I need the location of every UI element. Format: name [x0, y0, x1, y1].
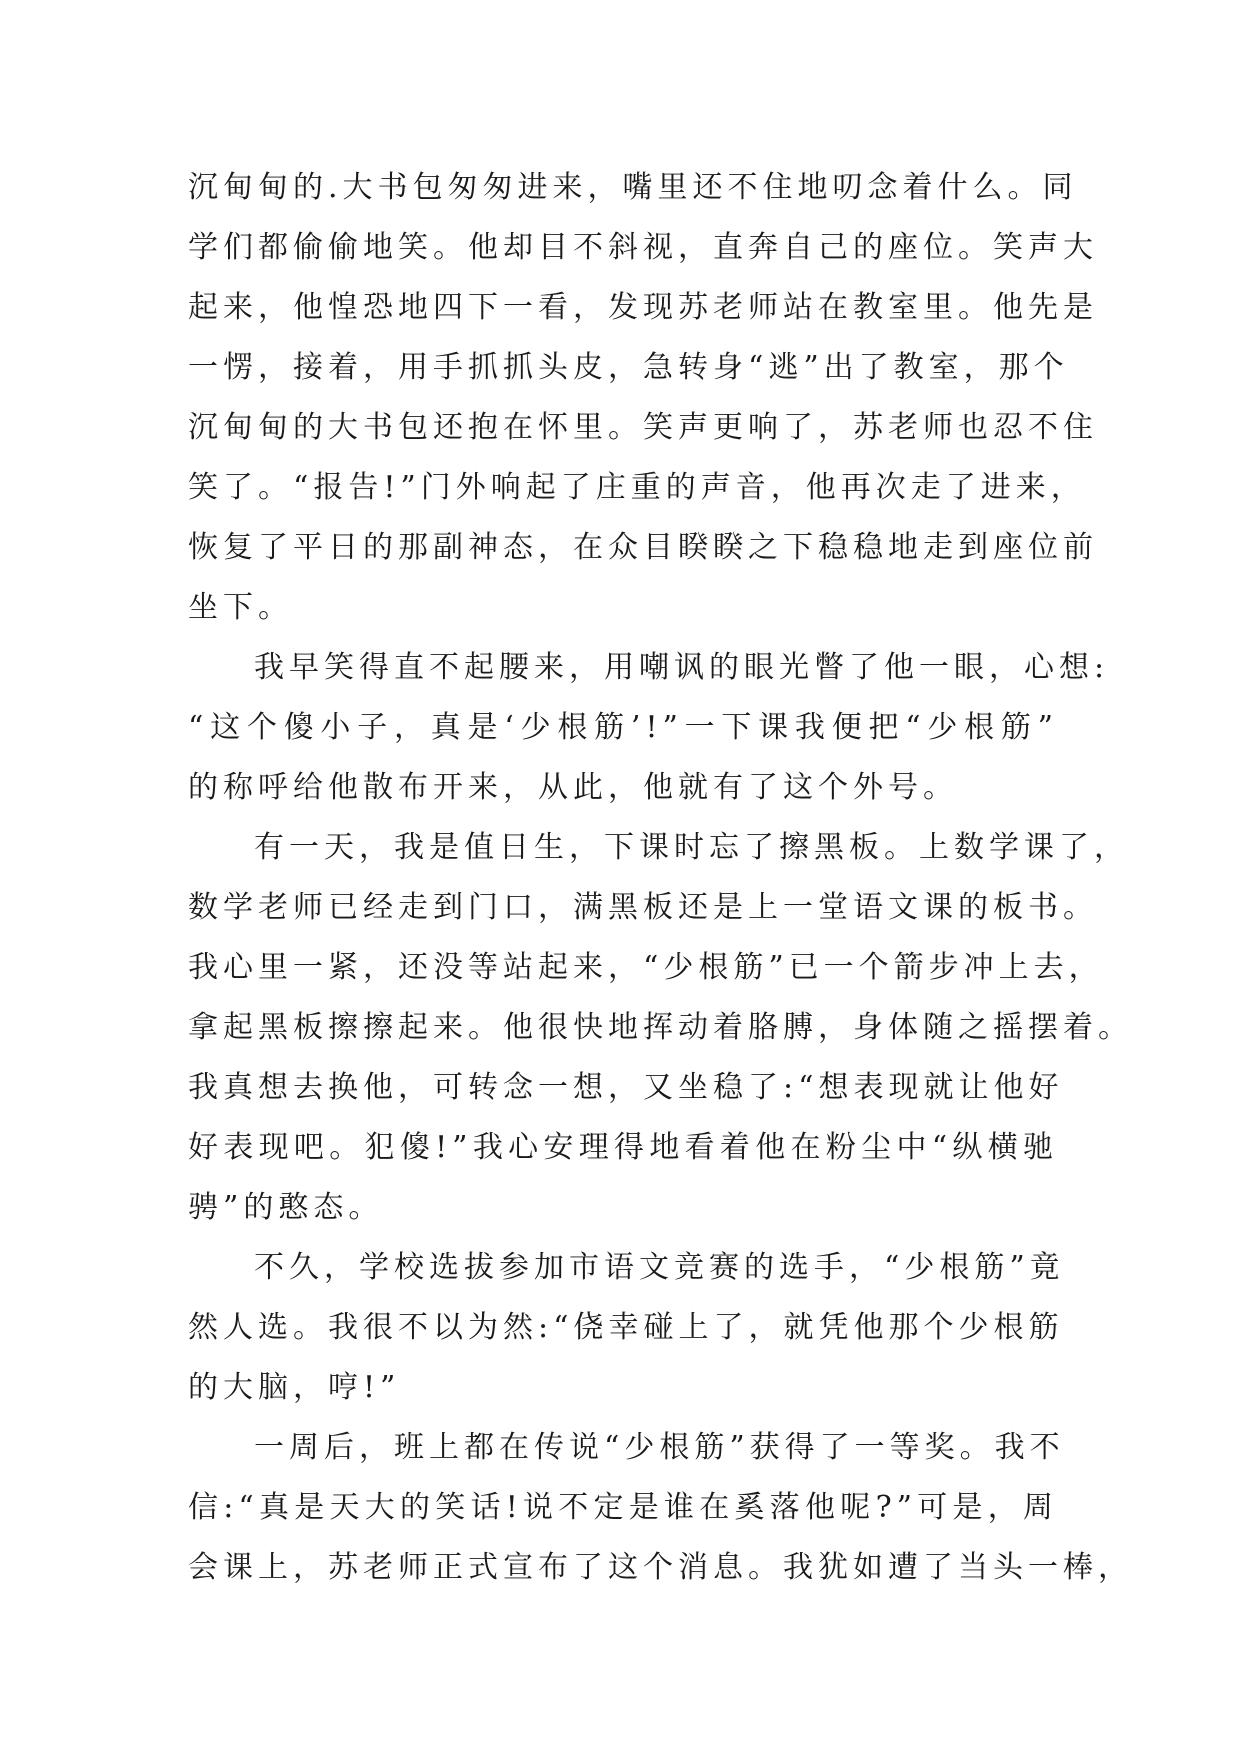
- text-line: 不久，学校选拔参加市语文竞赛的选手，“少根筋”竟: [254, 1250, 1065, 1285]
- text-line: 笑了。“报告!”门外响起了庄重的声音，他再次走了进来，: [188, 470, 1086, 505]
- text-line: 恢复了平日的那副神态，在众目睽睽之下稳稳地走到座位前: [188, 530, 1098, 565]
- paragraph: [188, 818, 1133, 1238]
- text-line: 一周后，班上都在传说“少根筋”获得了一等奖。我不: [254, 1430, 1065, 1465]
- text-line: 然人选。我很不以为然:“侥幸碰上了，就凭他那个少根筋: [188, 1310, 1064, 1345]
- text-line: 信:“真是天大的笑话!说不定是谁在奚落他呢?”可是，周: [188, 1490, 1058, 1525]
- text-line: 的大脑，哼!”: [188, 1370, 401, 1405]
- text-line: 坐下。: [188, 590, 293, 625]
- text-line: 我早笑得直不起腰来，用嘲讽的眼光瞥了他一眼，心想:: [254, 650, 1110, 685]
- paragraph: [188, 638, 1110, 818]
- text-line: 学们都偷偷地笑。他却目不斜视，直奔自己的座位。笑声大: [188, 230, 1098, 265]
- article-body: [188, 158, 1133, 1598]
- text-line: 有一天，我是值日生，下课时忘了擦黑板。上数学课了，: [254, 830, 1129, 865]
- paragraph: [188, 158, 1098, 638]
- text-line: 数学老师已经走到门口，满黑板还是上一堂语文课的板书。: [188, 890, 1098, 925]
- text-line: 会课上，苏老师正式宣布了这个消息。我犹如遭了当头一棒，: [188, 1550, 1133, 1585]
- text-line: 的称呼给他散布开来，从此，他就有了这个外号。: [188, 770, 958, 805]
- paragraph: [188, 1238, 1065, 1418]
- text-line: 我真想去换他，可转念一想，又坐稳了:“想表现就让他好: [188, 1070, 1064, 1105]
- text-line: 沉甸甸的.大书包匆匆进来，嘴里还不住地叨念着什么。同: [188, 170, 1078, 205]
- text-line: “这个傻小子，真是‘少根筋’!”一下课我便把“少根筋”: [188, 710, 1058, 745]
- text-line: 一愣，接着，用手抓抓头皮，急转身“逃”出了教室，那个: [188, 350, 1069, 385]
- text-line: 拿起黑板擦擦起来。他很快地挥动着胳膊，身体随之摇摆着。: [188, 1010, 1133, 1045]
- text-line: 沉甸甸的大书包还抱在怀里。笑声更响了，苏老师也忍不住: [188, 410, 1098, 445]
- text-line: 起来，他惶恐地四下一看，发现苏老师站在教室里。他先是: [188, 290, 1098, 325]
- text-line: 我心里一紧，还没等站起来，“少根筋”已一个箭步冲上去，: [188, 950, 1104, 985]
- text-line: 好表现吧。犯傻!”我心安理得地看着他在粉尘中“纵横驰: [188, 1130, 1058, 1165]
- text-line: 骋”的憨态。: [188, 1190, 384, 1225]
- paragraph: [188, 1418, 1133, 1598]
